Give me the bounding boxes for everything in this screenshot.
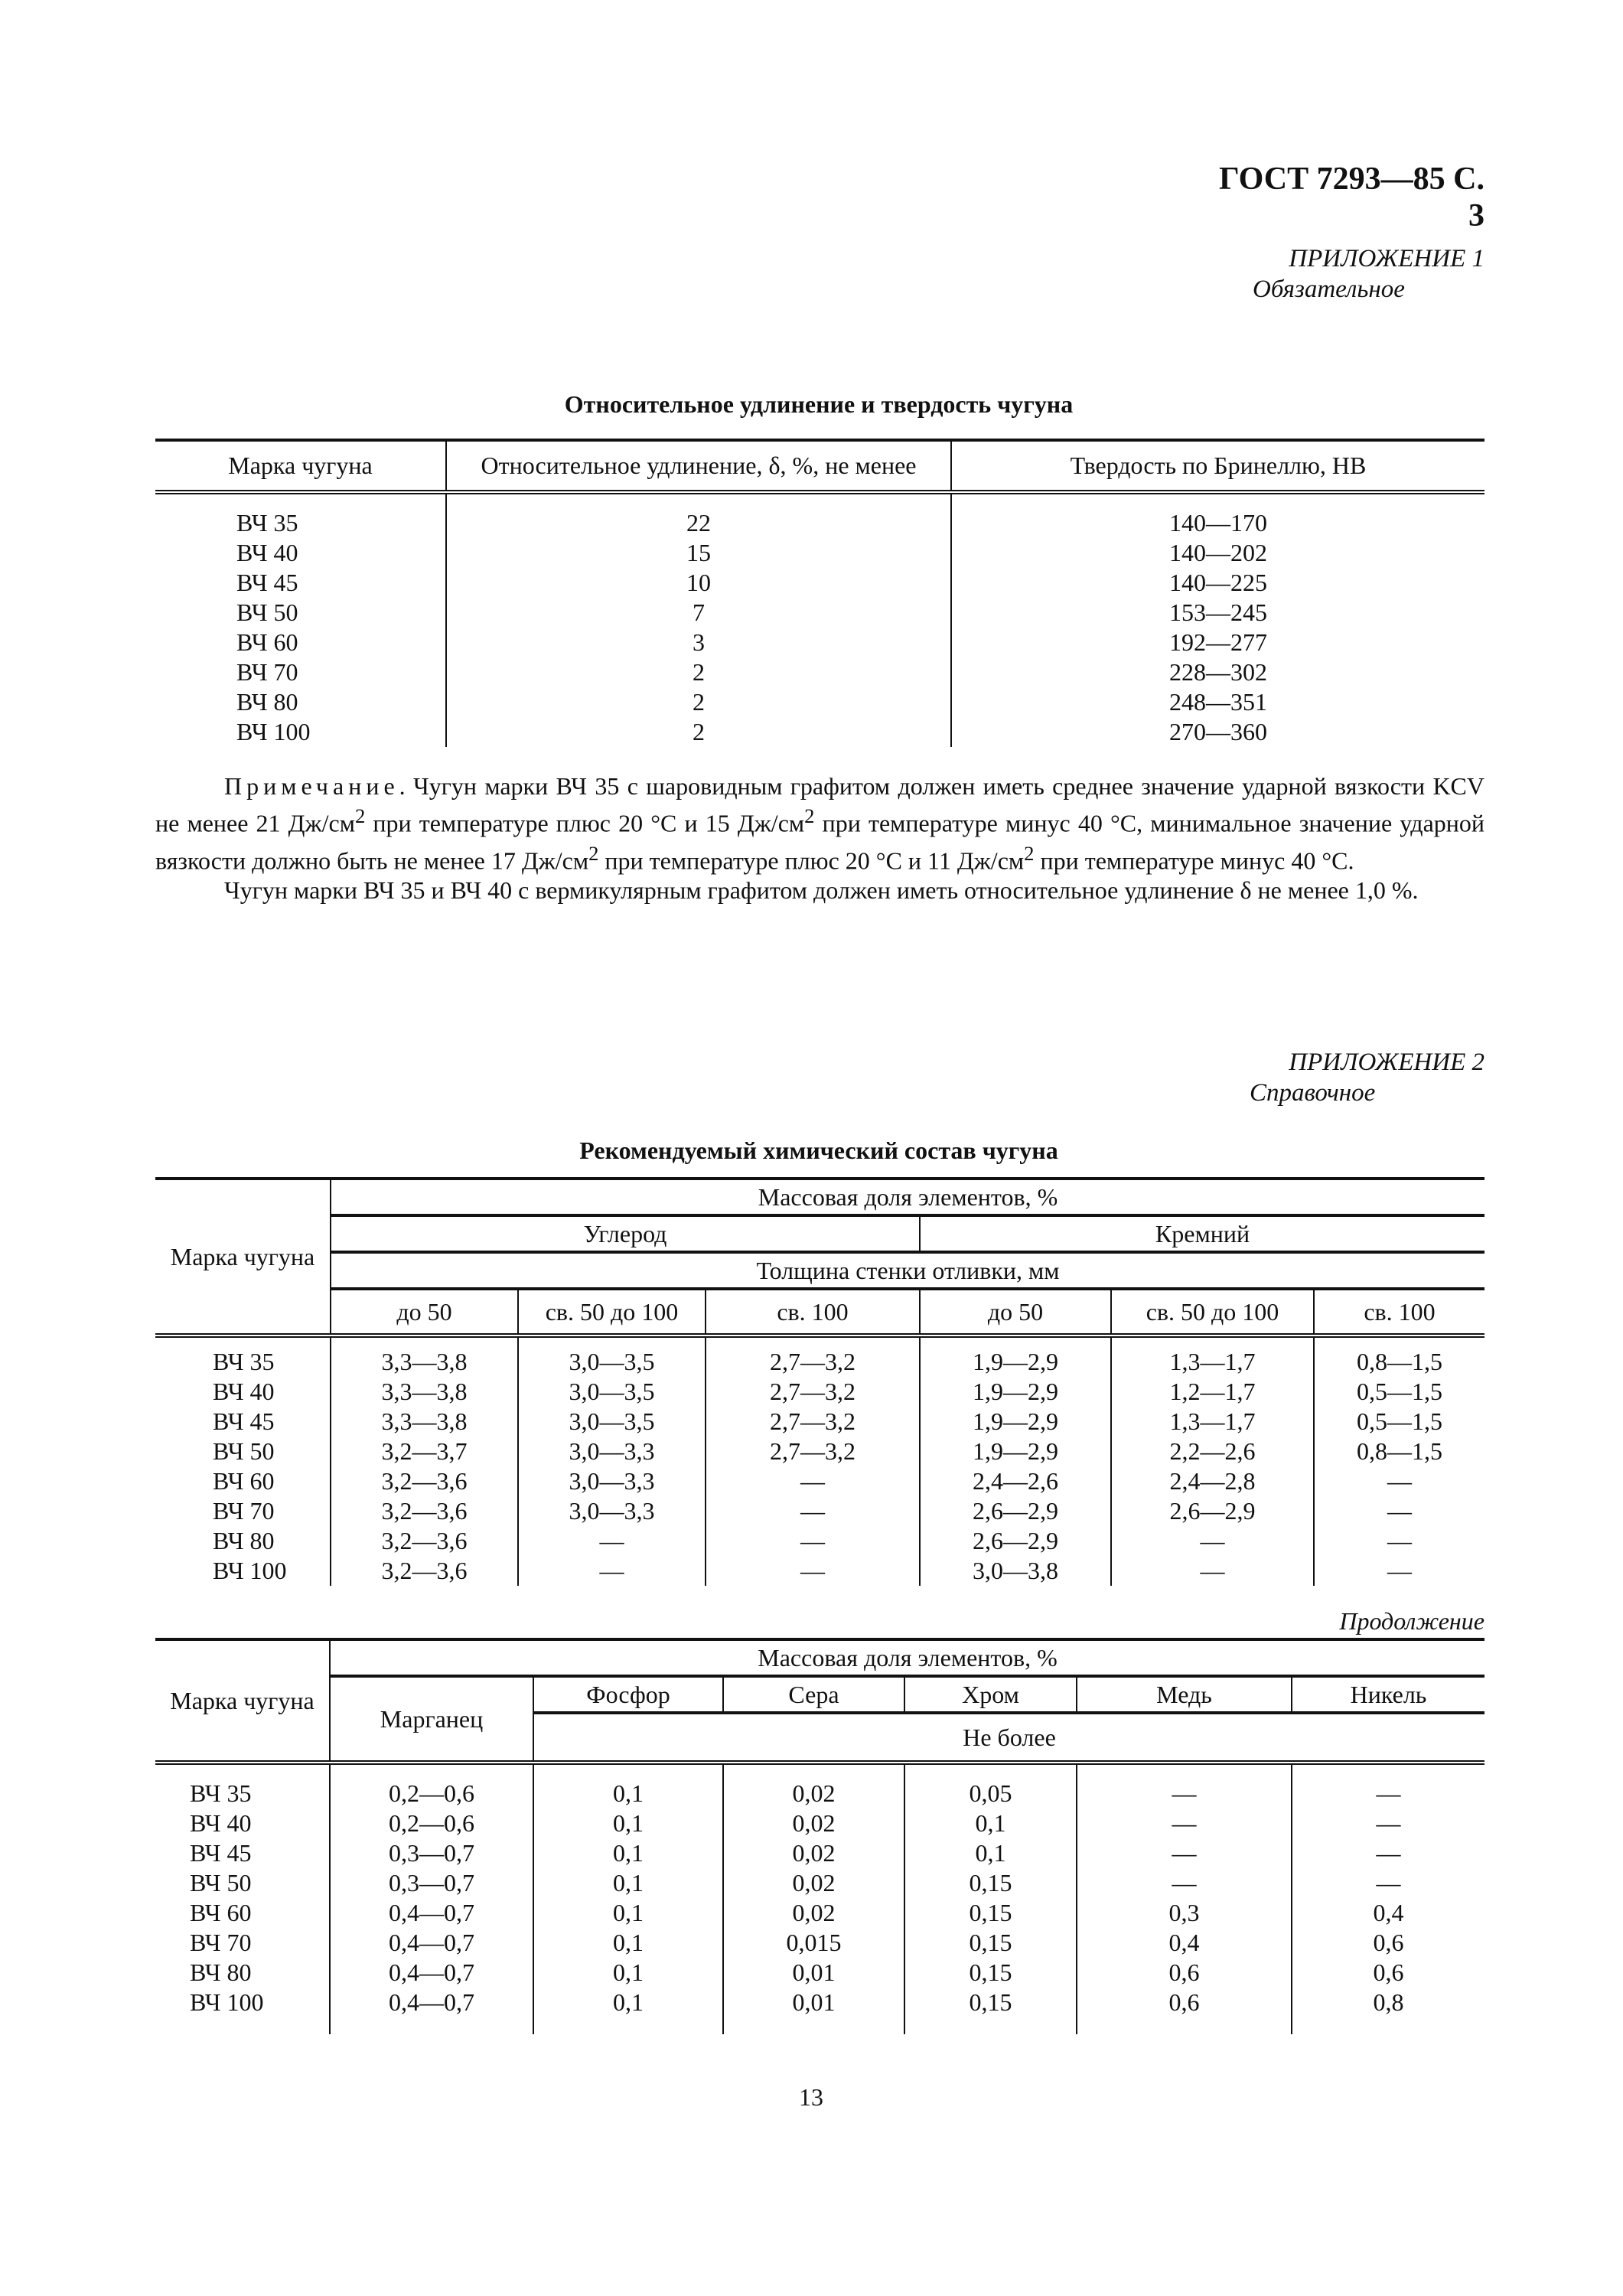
cell-value: 15 xyxy=(446,538,951,568)
cell-value: — xyxy=(1292,1838,1484,1868)
cell-value: 3,3—3,8 xyxy=(331,1377,518,1407)
cell-value: — xyxy=(706,1526,920,1556)
cell-value: 2,2—2,6 xyxy=(1111,1437,1314,1466)
table-row xyxy=(155,1526,1484,1556)
cell-value: 0,015 xyxy=(723,1928,904,1958)
elongation-hardness-table xyxy=(155,439,1484,747)
cell-value: 140—225 xyxy=(951,568,1484,598)
cell-value: 0,4—0,7 xyxy=(330,1928,533,1958)
cell-value: 3,2—3,6 xyxy=(331,1466,518,1496)
cell-value: 2,7—3,2 xyxy=(706,1407,920,1437)
cell-value: — xyxy=(518,1556,706,1586)
cell-value: — xyxy=(1314,1496,1484,1526)
table-row xyxy=(155,1838,1484,1868)
cell-value: 0,02 xyxy=(723,1898,904,1928)
col-header-thickness-range: св. 50 до 100 xyxy=(1111,1289,1314,1336)
cell-value: 0,05 xyxy=(904,1763,1077,1808)
cell-grade: ВЧ 40 xyxy=(213,1378,275,1405)
cell-grade: ВЧ 35 xyxy=(190,1779,252,1807)
table-row xyxy=(155,1407,1484,1437)
table-row xyxy=(155,1868,1484,1898)
col-header-mass-fraction: Массовая доля элементов, % xyxy=(331,1179,1484,1215)
cell-grade: ВЧ 60 xyxy=(213,1467,275,1495)
cell-value: 0,02 xyxy=(723,1868,904,1898)
chemical-composition-table xyxy=(155,1177,1484,1586)
table-row xyxy=(155,657,1484,687)
cell-grade: ВЧ 70 xyxy=(213,1497,275,1525)
table-row xyxy=(155,492,1484,538)
cell-value: 1,9—2,9 xyxy=(920,1407,1111,1437)
col-header-elongation: Относительное удлинение, δ, %, не менее xyxy=(446,440,951,492)
cell-value: 0,1 xyxy=(904,1808,1077,1838)
col-header-mass-fraction: Массовая доля элементов, % xyxy=(330,1639,1484,1676)
continuation-label: Продолжение xyxy=(1339,1607,1484,1635)
cell-grade: ВЧ 60 xyxy=(190,1899,252,1926)
cell-grade: ВЧ 70 xyxy=(190,1929,252,1956)
cell-value: 3,2—3,6 xyxy=(331,1526,518,1556)
cell-value: 228—302 xyxy=(951,657,1484,687)
cell-value: 3,0—3,3 xyxy=(518,1437,706,1466)
col-header-thickness-range: св. 100 xyxy=(706,1289,920,1336)
cell-value: 0,1 xyxy=(533,1763,723,1808)
cell-value: 0,2—0,6 xyxy=(330,1763,533,1808)
note xyxy=(155,771,1484,905)
cell-value: 7 xyxy=(446,598,951,628)
col-header-manganese: Марганец xyxy=(330,1676,533,1763)
cell-value: 248—351 xyxy=(951,687,1484,717)
cell-value: 3,0—3,5 xyxy=(518,1336,706,1377)
cell-value: 3,0—3,5 xyxy=(518,1407,706,1437)
col-header-thickness-range: до 50 xyxy=(331,1289,518,1336)
cell-value: 2 xyxy=(446,717,951,747)
cell-value: 0,4 xyxy=(1292,1898,1484,1928)
table-row xyxy=(155,1928,1484,1958)
cell-value: 3,2—3,6 xyxy=(331,1496,518,1526)
cell-value: 0,4 xyxy=(1077,1928,1292,1958)
table-row xyxy=(155,1496,1484,1526)
cell-value: — xyxy=(1292,1763,1484,1808)
cell-value: 1,9—2,9 xyxy=(920,1437,1111,1466)
cell-value: 0,01 xyxy=(723,1988,904,2034)
appendix-1-label: ПРИЛОЖЕНИЕ 1 xyxy=(1289,245,1484,272)
cell-value: 0,8—1,5 xyxy=(1314,1336,1484,1377)
cell-value: 1,9—2,9 xyxy=(920,1336,1111,1377)
cell-value: — xyxy=(1314,1466,1484,1496)
table-row xyxy=(155,717,1484,747)
cell-value: — xyxy=(1292,1808,1484,1838)
cell-value: 3,3—3,8 xyxy=(331,1407,518,1437)
cell-value: 0,3 xyxy=(1077,1898,1292,1928)
cell-value: — xyxy=(518,1526,706,1556)
col-header-wall-thickness: Толщина стенки отливки, мм xyxy=(331,1252,1484,1289)
table-row xyxy=(155,1988,1484,2034)
table-row xyxy=(155,1556,1484,1586)
cell-value: — xyxy=(1292,1868,1484,1898)
cell-value: 0,02 xyxy=(723,1838,904,1868)
table-row xyxy=(155,687,1484,717)
table-2-caption: Рекомендуемый химический состав чугуна xyxy=(579,1137,1058,1164)
cell-value: 0,8 xyxy=(1292,1988,1484,2034)
cell-value: 0,6 xyxy=(1292,1928,1484,1958)
cell-value: — xyxy=(706,1466,920,1496)
cell-value: — xyxy=(1314,1526,1484,1556)
col-header-carbon: Углерод xyxy=(331,1215,920,1252)
cell-value: 1,2—1,7 xyxy=(1111,1377,1314,1407)
cell-grade: ВЧ 45 xyxy=(213,1407,275,1435)
table-row xyxy=(155,568,1484,598)
cell-value: 0,1 xyxy=(533,1868,723,1898)
cell-value: — xyxy=(1077,1763,1292,1808)
cell-value: 0,1 xyxy=(533,1958,723,1988)
col-header-grade: Марка чугуна xyxy=(228,452,373,479)
col-header-element: Сера xyxy=(723,1676,904,1713)
cell-value: 22 xyxy=(446,492,951,538)
cell-grade: ВЧ 35 xyxy=(236,509,298,536)
cell-grade: ВЧ 100 xyxy=(213,1557,287,1584)
cell-value: — xyxy=(1077,1838,1292,1868)
cell-value: 192—277 xyxy=(951,628,1484,657)
col-header-element: Медь xyxy=(1077,1676,1292,1713)
note-label: Примечание xyxy=(224,772,399,800)
cell-value: 3,0—3,8 xyxy=(920,1556,1111,1586)
document-header: ГОСТ 7293—85 С. 3 xyxy=(1218,161,1484,233)
cell-value: — xyxy=(1314,1556,1484,1586)
col-header-thickness-range: св. 50 до 100 xyxy=(518,1289,706,1336)
cell-value: 0,6 xyxy=(1077,1988,1292,2034)
cell-value: 0,01 xyxy=(723,1958,904,1988)
cell-value: 2,6—2,9 xyxy=(920,1526,1111,1556)
col-header-grade: Марка чугуна xyxy=(155,1179,331,1336)
cell-value: 0,5—1,5 xyxy=(1314,1407,1484,1437)
cell-value: 0,6 xyxy=(1292,1958,1484,1988)
cell-value: 0,3—0,7 xyxy=(330,1868,533,1898)
cell-value: 153—245 xyxy=(951,598,1484,628)
cell-grade: ВЧ 45 xyxy=(190,1839,252,1867)
cell-value: 2,6—2,9 xyxy=(1111,1496,1314,1526)
cell-value: 0,3—0,7 xyxy=(330,1838,533,1868)
table-row xyxy=(155,1437,1484,1466)
cell-value: 3,0—3,3 xyxy=(518,1496,706,1526)
col-header-element: Хром xyxy=(904,1676,1077,1713)
note-paragraph-2: Чугун марки ВЧ 35 и ВЧ 40 с вермикулярным графитом должен иметь относительное удлинение δ не менее 1,0 %. xyxy=(224,876,1419,905)
table-row xyxy=(155,538,1484,568)
cell-value: 2,7—3,2 xyxy=(706,1336,920,1377)
cell-value: 0,8—1,5 xyxy=(1314,1437,1484,1466)
cell-value: 2 xyxy=(446,687,951,717)
cell-value: 0,1 xyxy=(533,1898,723,1928)
cell-value: 1,3—1,7 xyxy=(1111,1407,1314,1437)
cell-value: 0,02 xyxy=(723,1763,904,1808)
cell-value: 2,7—3,2 xyxy=(706,1437,920,1466)
cell-grade: ВЧ 50 xyxy=(236,598,298,626)
cell-value: — xyxy=(1077,1868,1292,1898)
cell-value: 1,3—1,7 xyxy=(1111,1336,1314,1377)
cell-value: 2,7—3,2 xyxy=(706,1377,920,1407)
cell-grade: ВЧ 80 xyxy=(236,688,298,716)
cell-value: 140—202 xyxy=(951,538,1484,568)
cell-value: 140—170 xyxy=(951,492,1484,538)
col-header-silicon: Кремний xyxy=(920,1215,1484,1252)
cell-grade: ВЧ 60 xyxy=(236,628,298,656)
cell-value: 2,6—2,9 xyxy=(920,1496,1111,1526)
table-row xyxy=(155,1763,1484,1808)
cell-value: 10 xyxy=(446,568,951,598)
col-header-thickness-range: св. 100 xyxy=(1314,1289,1484,1336)
cell-value: 3,2—3,7 xyxy=(331,1437,518,1466)
table-row xyxy=(155,598,1484,628)
table-row xyxy=(155,1898,1484,1928)
cell-value: — xyxy=(1111,1526,1314,1556)
table-row xyxy=(155,1466,1484,1496)
appendix-2-label: ПРИЛОЖЕНИЕ 2 xyxy=(1289,1049,1484,1076)
cell-value: 2,4—2,8 xyxy=(1111,1466,1314,1496)
cell-grade: ВЧ 40 xyxy=(190,1809,252,1837)
table-row xyxy=(155,1808,1484,1838)
note-paragraph-1: Примечание. Чугун марки ВЧ 35 с шаровидным графитом должен иметь среднее значение ударной вязкости KCV не менее 21 $Дж/см^2$ при температуре плюс 20 °С и 15 $Дж/см^2$ при температуре минус 40 °С, минимальное значение ударной вязкости должно быть не менее 17 $Дж/см^2$ при температуре плюс 20 °С и 11 $Дж/см^2$ при температуре минус 40 °С. xyxy=(155,772,1485,875)
cell-grade: ВЧ 70 xyxy=(236,658,298,686)
cell-value: 3 xyxy=(446,628,951,657)
cell-value: — xyxy=(1111,1556,1314,1586)
cell-value: — xyxy=(1077,1808,1292,1838)
page-number: 13 xyxy=(799,2083,823,2111)
appendix-1-status: Обязательное xyxy=(1253,276,1405,303)
cell-value: 0,1 xyxy=(533,1838,723,1868)
cell-value: 0,1 xyxy=(533,1808,723,1838)
cell-value: 0,15 xyxy=(904,1868,1077,1898)
cell-value: 0,1 xyxy=(533,1988,723,2034)
table-row xyxy=(155,1958,1484,1988)
cell-grade: ВЧ 45 xyxy=(236,569,298,596)
chemical-composition-continued-table xyxy=(155,1638,1484,2034)
cell-value: 2,4—2,6 xyxy=(920,1466,1111,1496)
appendix-2-status: Справочное xyxy=(1250,1079,1376,1107)
cell-grade: ВЧ 100 xyxy=(190,1988,264,2016)
cell-grade: ВЧ 35 xyxy=(213,1348,275,1375)
table-row xyxy=(155,628,1484,657)
cell-grade: ВЧ 80 xyxy=(190,1958,252,1986)
cell-value: 0,15 xyxy=(904,1928,1077,1958)
col-header-hardness: Твердость по Бринеллю, НВ xyxy=(951,440,1484,492)
cell-value: 0,1 xyxy=(533,1928,723,1958)
cell-value: 0,4—0,7 xyxy=(330,1898,533,1928)
cell-grade: ВЧ 50 xyxy=(213,1437,275,1465)
cell-grade: ВЧ 80 xyxy=(213,1527,275,1554)
col-header-max: Не более xyxy=(533,1713,1484,1763)
col-header-thickness-range: до 50 xyxy=(920,1289,1111,1336)
cell-value: 0,6 xyxy=(1077,1958,1292,1988)
table-1-caption: Относительное удлинение и твердость чугуна xyxy=(564,390,1074,418)
cell-grade: ВЧ 100 xyxy=(236,718,311,745)
cell-value: 3,3—3,8 xyxy=(331,1336,518,1377)
cell-value: — xyxy=(706,1496,920,1526)
cell-value: 1,9—2,9 xyxy=(920,1377,1111,1407)
col-header-grade: Марка чугуна xyxy=(155,1639,330,1763)
cell-value: 0,1 xyxy=(904,1838,1077,1868)
cell-value: 0,15 xyxy=(904,1988,1077,2034)
cell-value: 3,2—3,6 xyxy=(331,1556,518,1586)
cell-value: 0,02 xyxy=(723,1808,904,1838)
cell-value: 0,4—0,7 xyxy=(330,1988,533,2034)
cell-value: — xyxy=(706,1556,920,1586)
cell-value: 0,2—0,6 xyxy=(330,1808,533,1838)
cell-grade: ВЧ 50 xyxy=(190,1869,252,1896)
cell-value: 3,0—3,5 xyxy=(518,1377,706,1407)
col-header-element: Фосфор xyxy=(533,1676,723,1713)
table-row xyxy=(155,1336,1484,1377)
cell-value: 0,4—0,7 xyxy=(330,1958,533,1988)
col-header-element: Никель xyxy=(1292,1676,1484,1713)
cell-value: 3,0—3,3 xyxy=(518,1466,706,1496)
cell-value: 0,15 xyxy=(904,1898,1077,1928)
cell-value: 0,15 xyxy=(904,1958,1077,1988)
cell-value: 2 xyxy=(446,657,951,687)
table-row xyxy=(155,1377,1484,1407)
cell-value: 0,5—1,5 xyxy=(1314,1377,1484,1407)
cell-grade: ВЧ 40 xyxy=(236,539,298,566)
cell-value: 270—360 xyxy=(951,717,1484,747)
